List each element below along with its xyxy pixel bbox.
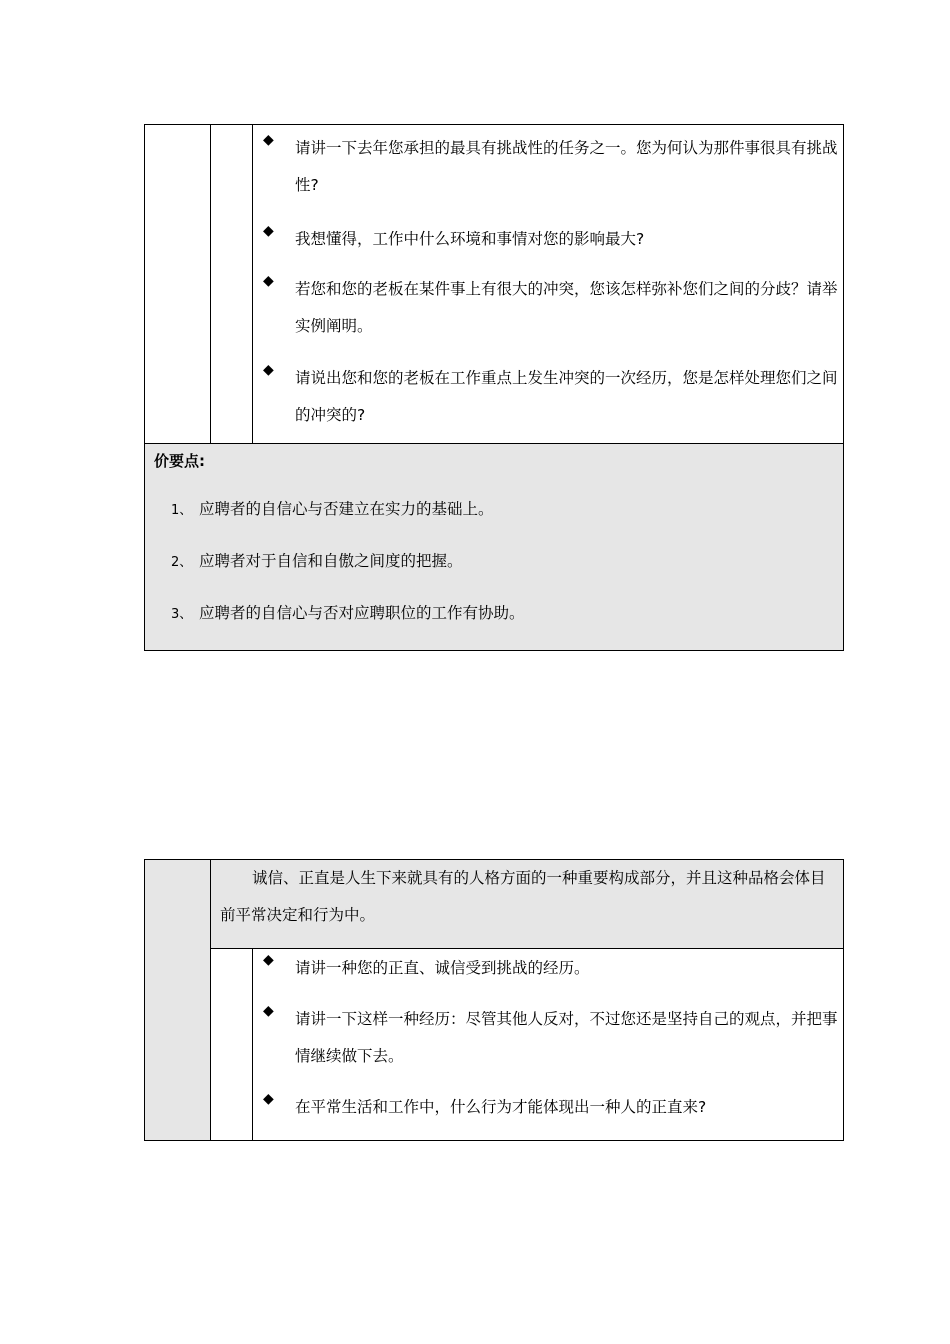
- column-divider: [252, 948, 253, 1140]
- point-text: 应聘者的自信心与否对应聘职位的工作有协助。: [199, 604, 525, 622]
- left-grey-cell: [145, 860, 210, 1140]
- interview-table-2: [144, 859, 844, 1141]
- evaluation-point: [171, 550, 463, 574]
- question-item: [263, 1001, 838, 1075]
- diamond-bullet-icon: ◆: [263, 1091, 274, 1107]
- diamond-bullet-icon: ◆: [263, 362, 274, 378]
- question-text: 请说出您和您的老板在工作重点上发生冲突的一次经历，您是怎样处理您们之间的冲突的?: [295, 369, 838, 424]
- evaluation-point: [171, 602, 525, 626]
- question-item: [263, 271, 838, 345]
- point-number: 3、: [171, 607, 193, 622]
- column-divider: [210, 860, 211, 1140]
- point-number: 2、: [171, 555, 193, 570]
- question-text: 请讲一下去年您承担的最具有挑战性的任务之一。您为何认为那件事很具有挑战性?: [295, 139, 838, 194]
- point-text: 应聘者对于自信和自傲之间度的把握。: [199, 552, 463, 570]
- question-text: 若您和您的老板在某件事上有很大的冲突，您该怎样弥补您们之间的分歧？请举实例阐明。: [295, 280, 838, 335]
- diamond-bullet-icon: ◆: [263, 273, 274, 289]
- question-text: 请讲一种您的正直、诚信受到挑战的经历。: [295, 959, 590, 977]
- question-item: [263, 221, 838, 258]
- point-number: 1、: [171, 503, 193, 518]
- diamond-bullet-icon: ◆: [263, 952, 274, 968]
- interview-table-1: [144, 124, 844, 651]
- evaluation-point: [171, 498, 494, 522]
- integrity-intro-text: 诚信、正直是人生下来就具有的人格方面的一种重要构成部分，并且这种品格会体目前平常决定和行为中。: [220, 869, 826, 924]
- question-item: [263, 130, 838, 204]
- diamond-bullet-icon: ◆: [263, 223, 274, 239]
- question-text: 在平常生活和工作中，什么行为才能体现出一种人的正直来?: [295, 1098, 707, 1116]
- diamond-bullet-icon: ◆: [263, 132, 274, 148]
- column-divider: [252, 125, 253, 443]
- question-text: 请讲一下这样一种经历：尽管其他人反对，不过您还是坚持自己的观点，并把事情继续做下去。: [295, 1010, 838, 1065]
- column-divider: [210, 125, 211, 443]
- question-item: [263, 360, 838, 434]
- question-item: [263, 950, 838, 987]
- point-text: 应聘者的自信心与否建立在实力的基础上。: [199, 500, 494, 518]
- row-divider: [211, 948, 843, 949]
- evaluation-title: 价要点:: [154, 452, 205, 470]
- question-item: [263, 1089, 838, 1126]
- row-divider: [145, 443, 843, 444]
- diamond-bullet-icon: ◆: [263, 1003, 274, 1019]
- question-text: 我想懂得，工作中什么环境和事情对您的影响最大?: [295, 230, 645, 248]
